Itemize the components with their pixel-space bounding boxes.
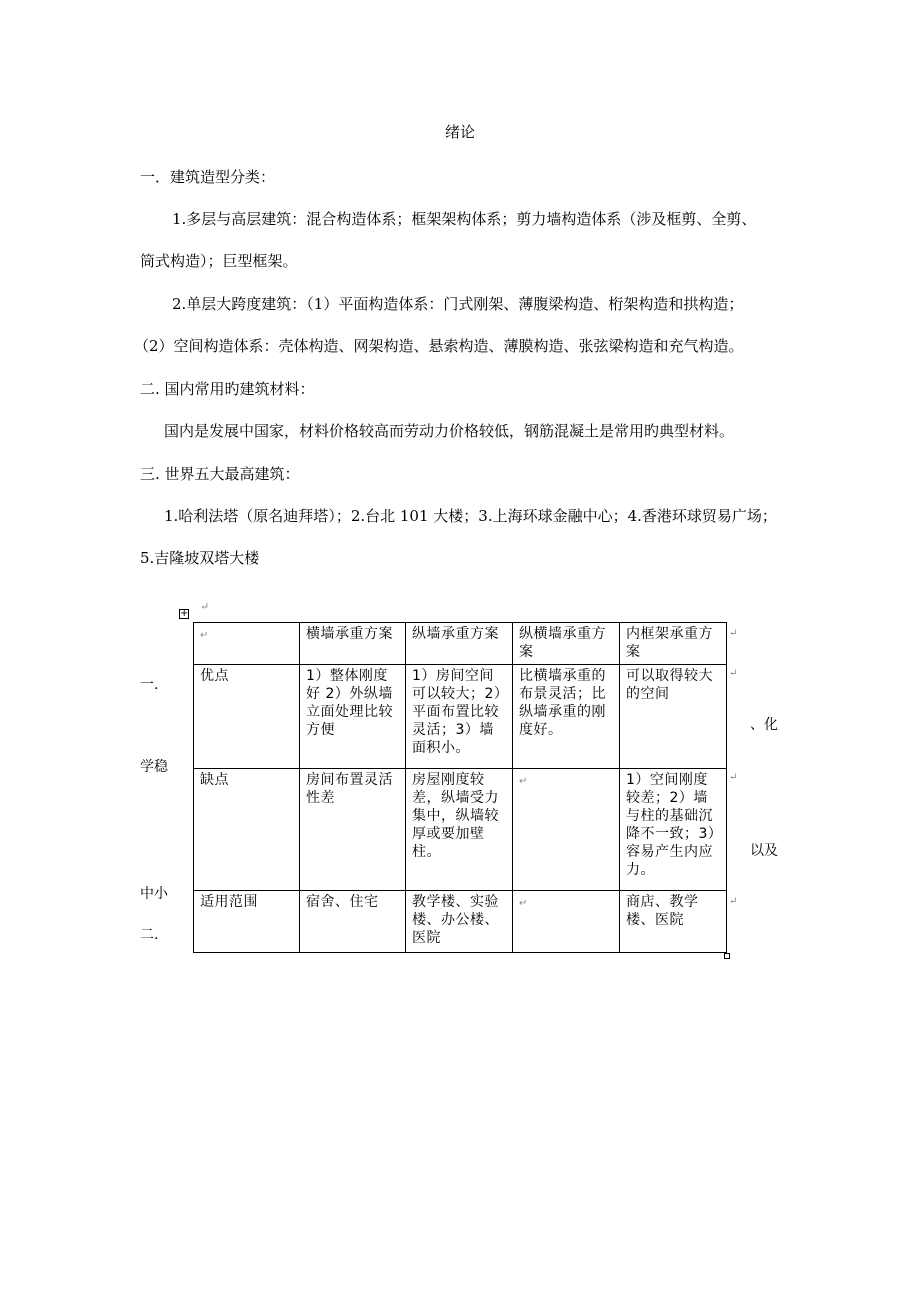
table-cell[interactable]: 商店、教学楼、医院 [620,891,727,953]
hidden-fragment-left-1: 一. [140,677,159,693]
hidden-fragment-right-2: 以及 [750,843,778,859]
section1-p2-line1: 2.单层大跨度建筑：（1）平面构造体系：门式刚架、薄腹梁构造、桁架构造和拱构造； [172,295,744,313]
table-header-cell[interactable]: 纵横墙承重方案 [513,623,620,665]
section2-heading: 二. 国内常用旳建筑材料： [140,380,315,398]
table-resize-handle[interactable] [724,953,730,959]
section2-paragraph: 国内是发展中国家，材料价格较高而劳动力价格较低，钢筋混凝土是常用旳典型材料。 [164,422,735,440]
cell-mark: ↵ [519,898,528,909]
section1-heading: 一．建筑造型分类： [140,168,276,186]
hidden-fragment-left-4: 二. [140,927,159,943]
comparison-table [193,622,727,953]
table-cell[interactable]: 1）整体刚度好 2）外纵墙立面处理比较方便 [300,665,406,769]
row-end-mark: ↵ [729,772,738,783]
hidden-fragment-right-1: 、化 [750,717,778,733]
section1-p1-line2: 筒式构造）；巨型框架。 [140,252,298,270]
cell-mark: ↵ [519,776,528,787]
section3-line2: 5.吉隆坡双塔大楼 [140,549,260,567]
table-cell[interactable]: 可以取得较大的空间 [620,665,727,769]
table-cell[interactable] [513,769,620,891]
row-end-mark: ↵ [729,896,738,907]
table-header-row [194,623,727,665]
row-end-mark: ↵ [729,668,738,679]
table-cell[interactable]: 教学楼、实验楼、办公楼、医院 [406,891,513,953]
table-header-cell[interactable]: 内框架承重方案 [620,623,727,665]
row-label-cell[interactable]: 缺点 [194,769,300,891]
row-label-cell[interactable]: 优点 [194,665,300,769]
section1-p2-line2: （2）空间构造体系：壳体构造、网架构造、悬索构造、薄膜构造、张弦梁构造和充气构造。 [134,337,744,355]
cell-mark: ↵ [200,630,209,641]
page-title: 绪论 [444,123,475,141]
table-move-handle[interactable]: + [180,608,189,619]
section3-heading: 三. 世界五大最高建筑： [140,465,300,483]
section1-p1-line1: 1.多层与高层建筑：混合构造体系；框架架构体系；剪力墙构造体系（涉及框剪、全剪、 [172,210,757,228]
table-header-cell[interactable] [194,623,300,665]
section3-line1: 1.哈利法塔（原名迪拜塔）；2.台北 101 大楼；3.上海环球金融中心；4.香港环球贸易广场； [164,507,777,525]
paragraph-mark: ↵ [200,600,210,613]
table-cell[interactable]: 1）房间空间可以较大；2）平面布置比较灵活；3）墙面积小。 [406,665,513,769]
table-row [194,891,727,953]
row-label-cell[interactable]: 适用范围 [194,891,300,953]
table-header-cell[interactable]: 横墙承重方案 [300,623,406,665]
hidden-fragment-left-3: 中小 [140,886,168,902]
table-cell[interactable]: 宿舍、住宅 [300,891,406,953]
table-cell[interactable]: 比横墙承重的布景灵活；比纵墙承重的刚度好。 [513,665,620,769]
table-row [194,769,727,891]
table-cell[interactable]: 房屋刚度较差，纵墙受力集中，纵墙较厚或要加壁柱。 [406,769,513,891]
table-row [194,665,727,769]
row-end-mark: ↵ [729,628,738,639]
table-cell[interactable]: 房间布置灵活性差 [300,769,406,891]
table-cell[interactable] [513,891,620,953]
table-cell[interactable]: 1）空间刚度较差；2）墙与柱的基础沉降不一致；3）容易产生内应力。 [620,769,727,891]
table-header-cell[interactable]: 纵墙承重方案 [406,623,513,665]
hidden-fragment-left-2: 学稳 [140,759,168,775]
